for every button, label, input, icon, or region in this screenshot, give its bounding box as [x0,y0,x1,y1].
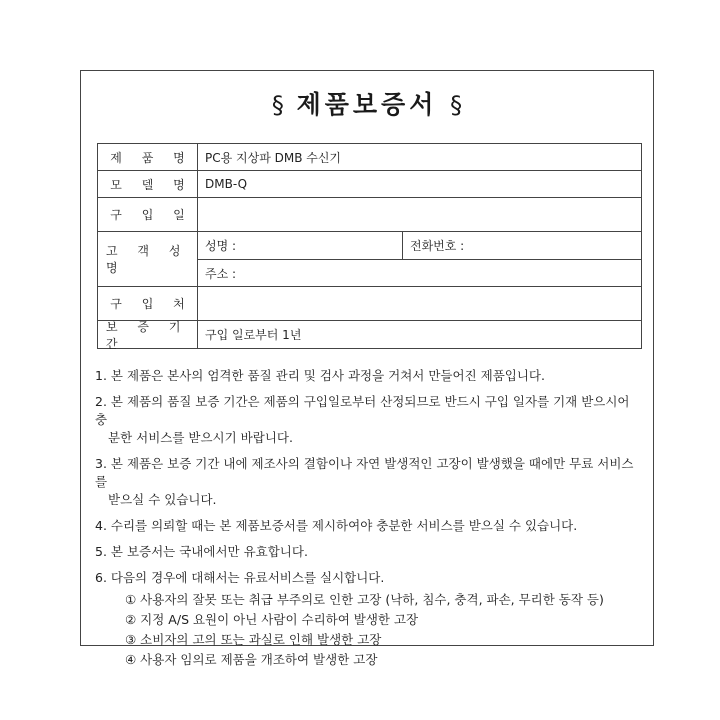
purchase-date-label: 구 입 일 [98,198,198,231]
note-item [95,517,643,535]
paid-case-list [95,590,643,670]
customer-name-field[interactable]: 성명 : [205,239,237,253]
row-purchase-place [98,287,641,321]
warranty-period-label: 보 증 기 간 [98,321,198,348]
paid-case-item: ② 지정 A/S 요원이 아닌 사람이 수리하여 발생한 고장 [125,612,419,627]
paid-case-item: ① 사용자의 잘못 또는 취급 부주의로 인한 고장 (낙하, 침수, 충격, 파손, 무리한 동작 등) [125,592,604,607]
row-model-name [98,171,641,198]
note-line: 2. 본 제품의 품질 보증 기간은 제품의 구입일로부터 산정되므로 반드시 구입 일자를 기재 받으시어 충 [95,394,630,427]
warranty-form [97,143,642,349]
note-item [95,569,643,670]
page-title [81,85,653,121]
customer-fields [198,232,641,286]
note-line: 4. 수리를 의뢰할 때는 본 제품보증서를 제시하여야 충분한 서비스를 받으실 수 있습니다. [95,518,578,533]
paid-case-item: ③ 소비자의 고의 또는 과실로 인해 발생한 고장 [125,632,382,647]
note-line: 3. 본 제품은 보증 기간 내에 제조사의 결함이나 자연 발생적인 고장이 발생했을 때에만 무료 서비스를 [95,456,634,489]
note-line-continued: 받으실 수 있습니다. [108,492,217,507]
section-mark-right: § [450,91,463,119]
customer-phone-field[interactable]: 전화번호 : [410,239,465,253]
warranty-card [80,70,654,667]
section-mark-left: § [271,91,284,119]
note-line: 5. 본 보증서는 국내에서만 유효합니다. [95,544,308,559]
model-name-label: 모 델 명 [98,171,198,197]
paid-case-item: ④ 사용자 임의로 제품을 개조하여 발생한 고장 [125,652,378,667]
note-line: 1. 본 제품은 본사의 엄격한 품질 관리 및 검사 과정을 거쳐서 만들어진 제품입니다. [95,368,545,383]
note-line: 6. 다음의 경우에 대해서는 유료서비스를 실시합니다. [95,570,385,585]
title-text: 제품보증서 [296,90,438,119]
row-customer [98,232,641,287]
note-line-continued: 분한 서비스를 받으시기 바랍니다. [108,430,293,445]
row-purchase-date [98,198,641,232]
warranty-notes [95,367,643,678]
note-item [95,393,643,447]
note-item [95,543,643,561]
note-item [95,367,643,385]
note-item [95,455,643,509]
customer-divider [402,232,403,259]
customer-label: 고 객 성 명 [98,232,198,286]
customer-address-field[interactable]: 주소 : [205,266,237,281]
purchase-place-label: 구 입 처 [98,287,198,320]
row-product-name [98,144,641,171]
warranty-period-value: 구입 일로부터 1년 [205,328,302,342]
product-name-value: PC용 지상파 DMB 수신기 [205,150,342,165]
product-name-label: 제 품 명 [98,144,198,170]
row-warranty-period [98,319,641,351]
model-name-value: DMB-Q [205,177,248,191]
